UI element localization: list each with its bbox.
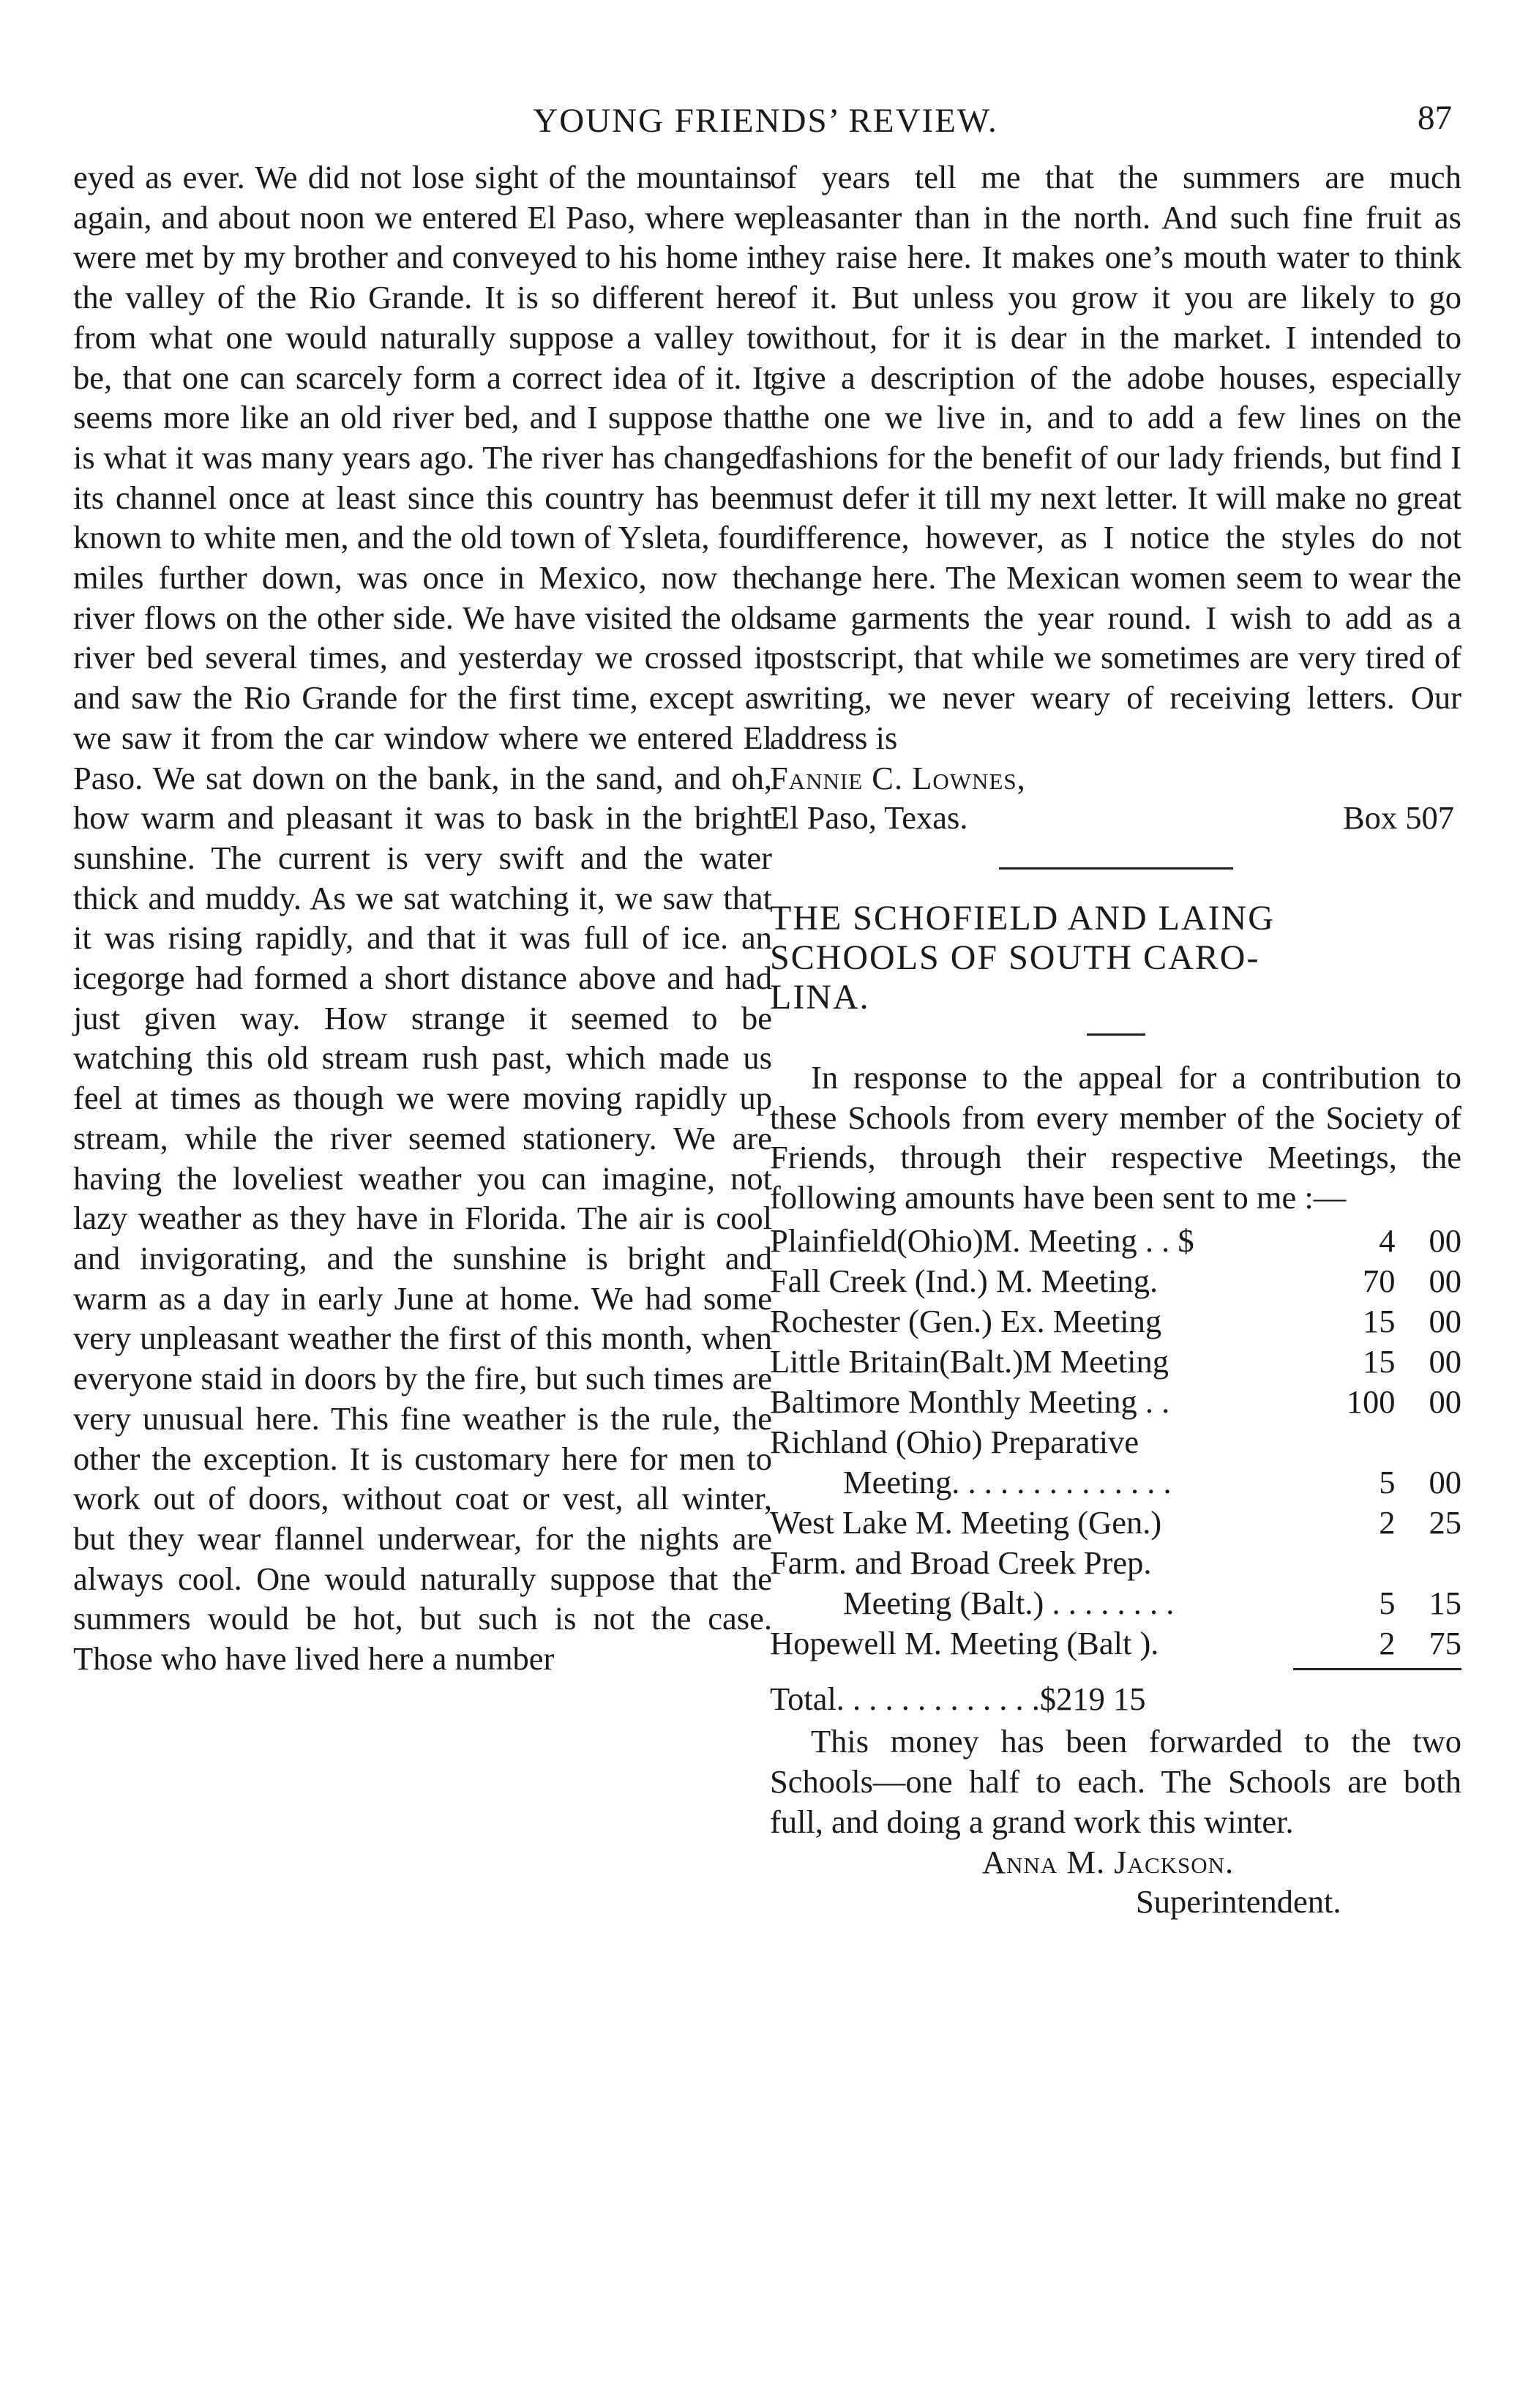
contribution-row bbox=[770, 1261, 1461, 1301]
contribution-row bbox=[770, 1221, 1461, 1261]
contribution-cents: 00 bbox=[1429, 1262, 1461, 1299]
signature-box: Box 507 bbox=[1342, 799, 1454, 837]
contribution-dollars: 15 bbox=[1362, 1302, 1396, 1339]
contribution-name: Plainfield(Ohio)M. Meeting . . $ bbox=[770, 1222, 1194, 1259]
left-column bbox=[73, 157, 772, 1679]
contribution-row bbox=[770, 1342, 1461, 1382]
contribution-cents: 00 bbox=[1429, 1463, 1461, 1500]
contribution-dollars: 70 bbox=[1362, 1262, 1396, 1299]
closing-role: Superintendent. bbox=[1136, 1883, 1341, 1921]
contribution-row bbox=[770, 1583, 1461, 1623]
contribution-name: Little Britain(Balt.)M Meeting bbox=[770, 1342, 1169, 1380]
contribution-dollars: 5 bbox=[1379, 1463, 1396, 1500]
page-number: 87 bbox=[1418, 99, 1452, 137]
contribution-cents bbox=[1408, 1422, 1461, 1462]
closing-paragraph: This money has been forwarded to the two Schools—one half to each. The Schools are both full, and doing a grand work this winter. bbox=[770, 1723, 1461, 1840]
contribution-name: Hopewell M. Meeting (Balt ). bbox=[770, 1624, 1159, 1661]
contribution-cents: 00 bbox=[1429, 1222, 1461, 1259]
total-rule bbox=[1293, 1668, 1461, 1670]
contribution-name: Fall Creek (Ind.) M. Meeting. bbox=[770, 1262, 1158, 1299]
right-column bbox=[770, 157, 1461, 1922]
contribution-name: Meeting. . . . . . . . . . . . . . bbox=[843, 1463, 1172, 1500]
signature-place: El Paso, Texas. bbox=[770, 799, 968, 837]
section-title-line-2: SCHOOLS OF SOUTH CARO- bbox=[770, 938, 1260, 977]
contribution-cents: 00 bbox=[1429, 1302, 1461, 1339]
section-title-line-3: LINA. bbox=[770, 977, 870, 1017]
contribution-cents: 00 bbox=[1429, 1383, 1461, 1420]
contribution-dollars: 2 bbox=[1379, 1503, 1396, 1541]
contribution-row bbox=[770, 1462, 1461, 1503]
contribution-dollars: 15 bbox=[1362, 1342, 1396, 1380]
contribution-dollars: 4 bbox=[1379, 1222, 1396, 1259]
contribution-cents bbox=[1408, 1543, 1461, 1583]
contribution-dollars: 100 bbox=[1346, 1383, 1396, 1420]
section-intro: In response to the appeal for a contribution to these Schools from every member of the Society of Friends, through their respective Meetings, the following amounts have been sent to me :— bbox=[770, 1058, 1461, 1216]
contribution-cents: 75 bbox=[1429, 1624, 1461, 1661]
section-divider bbox=[999, 867, 1233, 870]
contribution-dollars bbox=[1322, 1422, 1409, 1462]
contribution-name: West Lake M. Meeting (Gen.) bbox=[770, 1503, 1162, 1541]
contribution-cents: 25 bbox=[1429, 1503, 1461, 1541]
contribution-dollars bbox=[1322, 1543, 1409, 1583]
contribution-name: Rochester (Gen.) Ex. Meeting bbox=[770, 1302, 1162, 1339]
page-header bbox=[0, 86, 1531, 152]
total-line: Total. . . . . . . . . . . . .$219 15 bbox=[770, 1680, 1146, 1717]
contribution-cents: 00 bbox=[1429, 1342, 1461, 1380]
left-column-text: eyed as ever. We did not lose sight of the mountains again, and about noon we entered El Paso, where we were met by my brother and conveyed to his home in the valley of the Rio Grande. It is so different here from what one would naturally suppose a valley to be, that one can scarcely form a correct idea of it. It seems more like an old river bed, and I suppose that is what it was many years ago. The river has changed its channel once at least since this country has been known to white men, and the old town of Ysleta, four miles further down, was once in Mexico, now the river flows on the other side. We have visited the old river bed several times, and yesterday we crossed it and saw the Rio Grande for the first time, except as we saw it from the car window where we entered El Paso. We sat down on the bank, in the sand, and oh, how warm and pleasant it was to bask in the bright sunshine. The current is very swift and the water thick and muddy. As we sat watching it, we saw that it was rising rapidly, and that it was full of ice. an icegorge had formed a short distance above and had just given way. How strange it seemed to be watching this old stream rush past, which made us feel at times as though we were moving rapidly up stream, while the river seemed stationery. We are having the loveliest weather you can imagine, not lazy weather as they have in Florida. The air is cool and invigorating, and the sunshine is bright and warm as a day in early June at home. We had some very unpleasant weather the first of this month, when everyone staid in doors by the fire, but such times are very unusual here. This fine weather is the rule, the other the exception. It is customary here for men to work out of doors, without coat or vest, all winter, but they wear flannel underwear, for the nights are always cool. One would naturally suppose that the summers would be hot, but such is not the case. Those who have lived here a number bbox=[73, 159, 772, 1678]
contribution-row bbox=[770, 1543, 1461, 1583]
letter-signature-name: Fannie C. Lownes, bbox=[770, 759, 1026, 796]
contribution-dollars: 2 bbox=[1379, 1624, 1396, 1661]
contribution-name: Richland (Ohio) Preparative bbox=[770, 1423, 1139, 1460]
right-column-text: of years tell me that the summers are much pleasanter than in the north. And such fine fruit as they raise here. It makes one’s mouth water to think of it. But unless you grow it you are likely to go without, for it is dear in the market. I intended to give a description of the adobe houses, especially the one we live in, and to add a few lines on the fashions for the benefit of our lady friends, but find I must defer it till my next letter. It will make no great difference, however, as I notice the styles do not change here. The Mexican women seem to wear the same garments the year round. I wish to add as a postscript, that while we sometimes are very tired of writing, we never weary of receiving letters. Our address is bbox=[770, 159, 1461, 756]
contribution-dollars: 5 bbox=[1379, 1584, 1396, 1621]
contribution-name: Farm. and Broad Creek Prep. bbox=[770, 1544, 1152, 1581]
contribution-name: Baltimore Monthly Meeting . . bbox=[770, 1383, 1170, 1420]
letter-signature-address bbox=[770, 798, 1461, 838]
closing-signature: Anna M. Jackson. bbox=[982, 1843, 1235, 1880]
contribution-name: Meeting (Balt.) . . . . . . . . bbox=[843, 1584, 1175, 1621]
section-title-line-1: THE SCHOFIELD AND LAING bbox=[770, 898, 1275, 938]
contribution-row bbox=[770, 1623, 1461, 1664]
contribution-row bbox=[770, 1422, 1461, 1462]
title-rule bbox=[1087, 1033, 1145, 1036]
contribution-row bbox=[770, 1382, 1461, 1422]
contribution-row bbox=[770, 1301, 1461, 1342]
contributions-table bbox=[770, 1221, 1461, 1664]
contribution-row bbox=[770, 1503, 1461, 1543]
contribution-cents: 15 bbox=[1429, 1584, 1461, 1621]
running-title: YOUNG FRIENDS’ REVIEW. bbox=[533, 102, 998, 140]
